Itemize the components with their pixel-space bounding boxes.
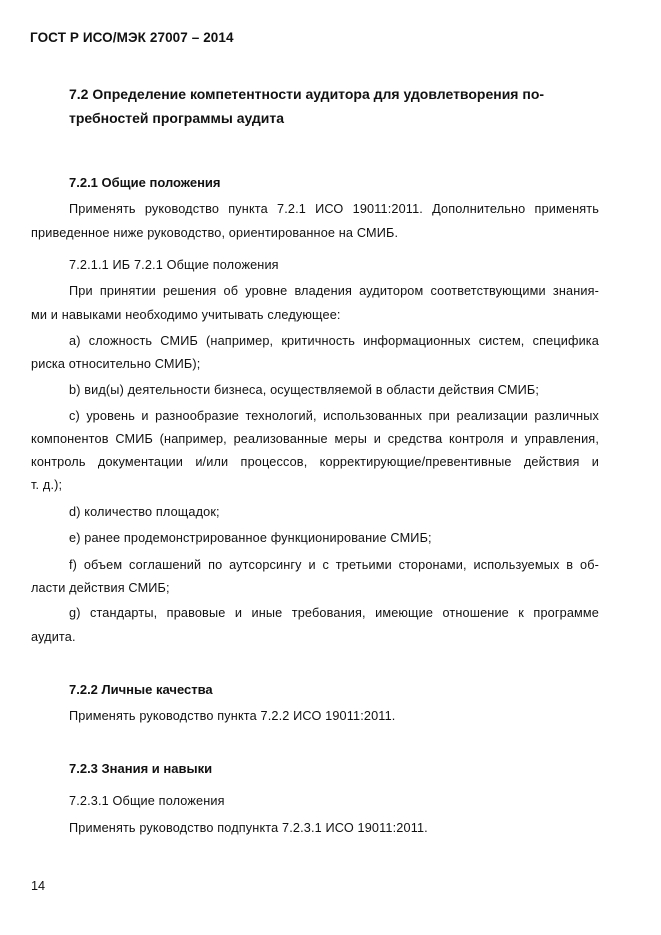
- subsection-7-2-1-1-heading: 7.2.1.1 ИБ 7.2.1 Общие положения: [69, 258, 279, 272]
- section-7-2-heading-line1: 7.2 Определение компетентности аудитора для удовлетворения по-: [69, 86, 545, 102]
- paragraph-line: При принятии решения об уровне владения аудитором соответствующими знания-: [69, 284, 599, 298]
- list-item-e: e) ранее продемонстрированное функционирование СМИБ;: [69, 531, 432, 545]
- section-7-2-heading-line2: требностей программы аудита: [69, 110, 285, 126]
- list-item-a: a) сложность СМИБ (например, критичность информационных систем, специфика: [69, 334, 599, 348]
- paragraph-line: Применять руководство пункта 7.2.1 ИСО 19011:2011. Дополнительно применять: [69, 202, 599, 216]
- section-7-2-3-heading: 7.2.3 Знания и навыки: [69, 761, 213, 776]
- list-item-g-continuation: аудита.: [31, 630, 76, 644]
- list-item-c-continuation: контроль документации и/или процессов, корректирующие/превентивные действия и: [31, 455, 599, 469]
- list-item-f-continuation: ласти действия СМИБ;: [31, 581, 170, 595]
- list-item-f: f) объем соглашений по аутсорсингу и с третьими сторонами, используемых в об-: [69, 558, 599, 572]
- section-7-2-2-heading: 7.2.2 Личные качества: [69, 682, 213, 697]
- subsection-7-2-3-1-heading: 7.2.3.1 Общие положения: [69, 794, 225, 808]
- paragraph-line: Применять руководство пункта 7.2.2 ИСО 19011:2011.: [69, 709, 396, 723]
- list-item-d: d) количество площадок;: [69, 505, 220, 519]
- list-item-a-continuation: риска относительно СМИБ);: [31, 357, 201, 371]
- document-header: ГОСТ Р ИСО/МЭК 27007 – 2014: [30, 30, 234, 45]
- list-item-c: c) уровень и разнообразие технологий, использованных при реализации различных: [69, 409, 599, 423]
- paragraph-line: приведенное ниже руководство, ориентированное на СМИБ.: [31, 226, 399, 240]
- list-item-c-continuation: компонентов СМИБ (например, реализованные меры и средства контроля и управления,: [31, 432, 599, 446]
- list-item-g: g) стандарты, правовые и иные требования, имеющие отношение к программе: [69, 606, 599, 620]
- paragraph-line: ми и навыками необходимо учитывать следующее:: [31, 308, 341, 322]
- list-item-b: b) вид(ы) деятельности бизнеса, осуществляемой в области действия СМИБ;: [69, 383, 540, 397]
- list-item-c-continuation: т. д.);: [31, 478, 63, 492]
- section-7-2-1-heading: 7.2.1 Общие положения: [69, 175, 221, 190]
- page-number: 14: [31, 879, 46, 893]
- paragraph-line: Применять руководство подпункта 7.2.3.1 ИСО 19011:2011.: [69, 821, 428, 835]
